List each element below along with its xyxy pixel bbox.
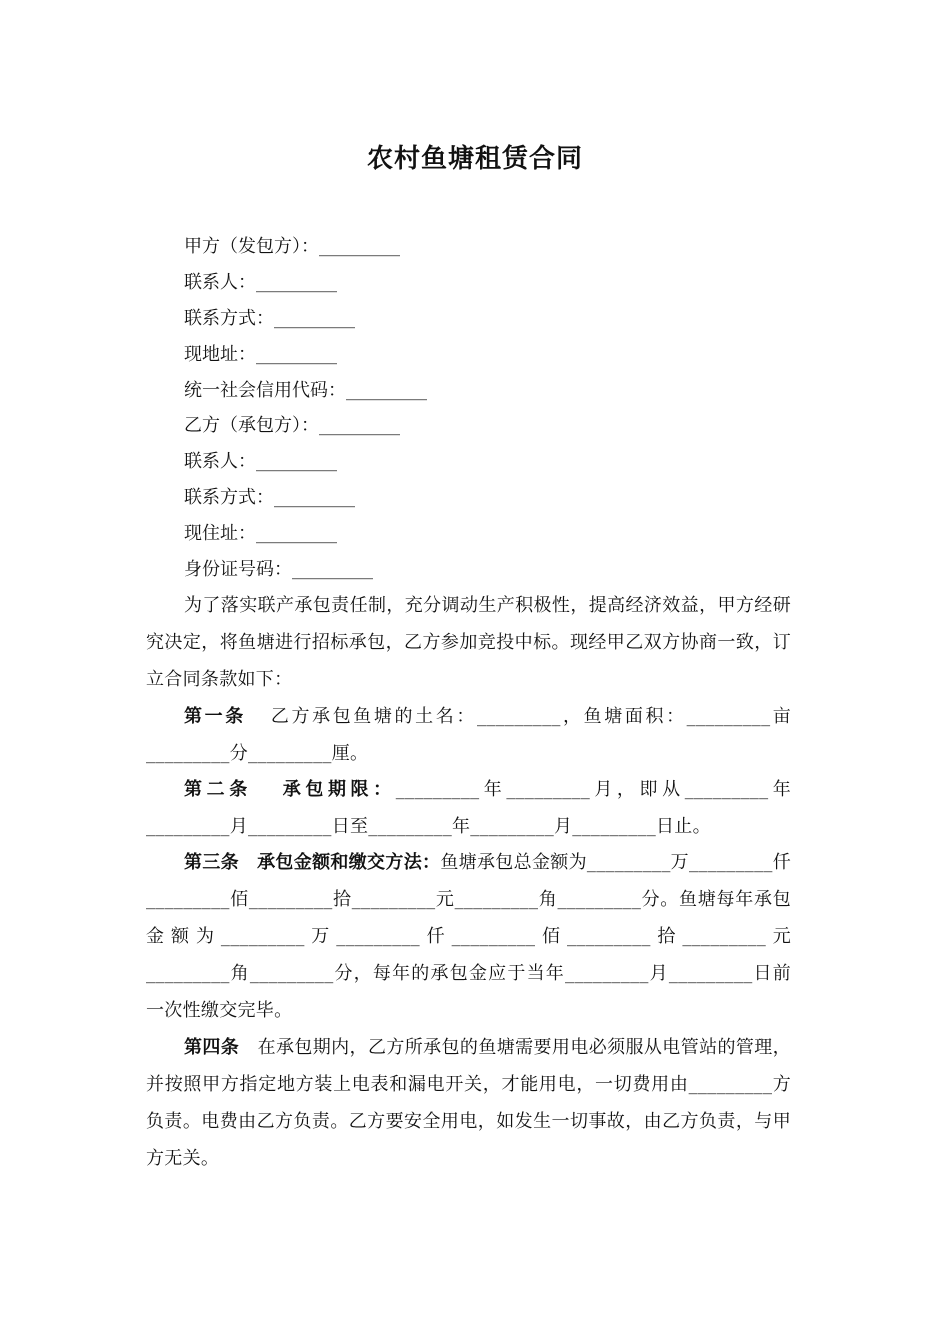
article-3 (146, 844, 791, 1029)
party-a-contact-person: 联系人：_________ (184, 272, 337, 293)
article-4 (146, 1029, 791, 1177)
party-a-contact-info: 联系方式：_________ (184, 308, 355, 329)
party-b-contact-info: 联系方式：_________ (184, 487, 355, 508)
party-b-name: 乙方（承包方）：_________ (184, 415, 400, 436)
article-1-text: 乙方承包鱼塘的土名：_________，鱼塘面积：_________亩_________分_________厘。 (146, 706, 791, 764)
article-2-text: _________年_________月，即从_________年_________月_________日至_________年_________月_________日止。 (146, 779, 791, 837)
party-b-address: 现住址：_________ (184, 523, 337, 544)
party-a-credit-code: 统一社会信用代码：_________ (184, 380, 427, 401)
party-a-address: 现地址：_________ (184, 344, 337, 365)
article-2 (146, 771, 791, 845)
article-2-label: 第二条 (184, 779, 252, 800)
article-3-text: 鱼塘承包总金额为_________万_________仟_________佰_________拾_________元_________角_________分。鱼塘每年承包金额为_________万_________仟_________佰_________拾_________元_________角_________分，每年的承包金应于当年_________月_________日前一次性缴交完毕。 (146, 852, 791, 1021)
article-1-label: 第一条 (184, 706, 246, 727)
intro-paragraph: 为了落实联产承包责任制，充分调动生产积极性，提高经济效益，甲方经研究决定，将鱼塘进行招标承包，乙方参加竞投中标。现经甲乙双方协商一致，订立合同条款如下： (146, 595, 791, 690)
article-3-heading: 承包金额和缴交方法： (257, 852, 441, 873)
party-a-name: 甲方（发包方）：_________ (184, 236, 400, 257)
article-3-label: 第三条 (184, 852, 239, 873)
party-b-contact-person: 联系人：_________ (184, 451, 337, 472)
document-title: 农村鱼塘租赁合同 (366, 144, 583, 174)
article-4-text: 在承包期内，乙方所承包的鱼塘需要用电必须服从电管站的管理，并按照甲方指定地方装上电表和漏电开关，才能用电，一切费用由_________方负责。电费由乙方负责。乙方要安全用电，如发生一切事故，由乙方负责，与甲方无关。 (146, 1037, 791, 1169)
article-4-label: 第四条 (184, 1037, 240, 1058)
article-2-heading: 承包期限： (282, 779, 396, 800)
article-1 (146, 698, 791, 772)
party-b-id-number: 身份证号码：_________ (184, 559, 373, 580)
